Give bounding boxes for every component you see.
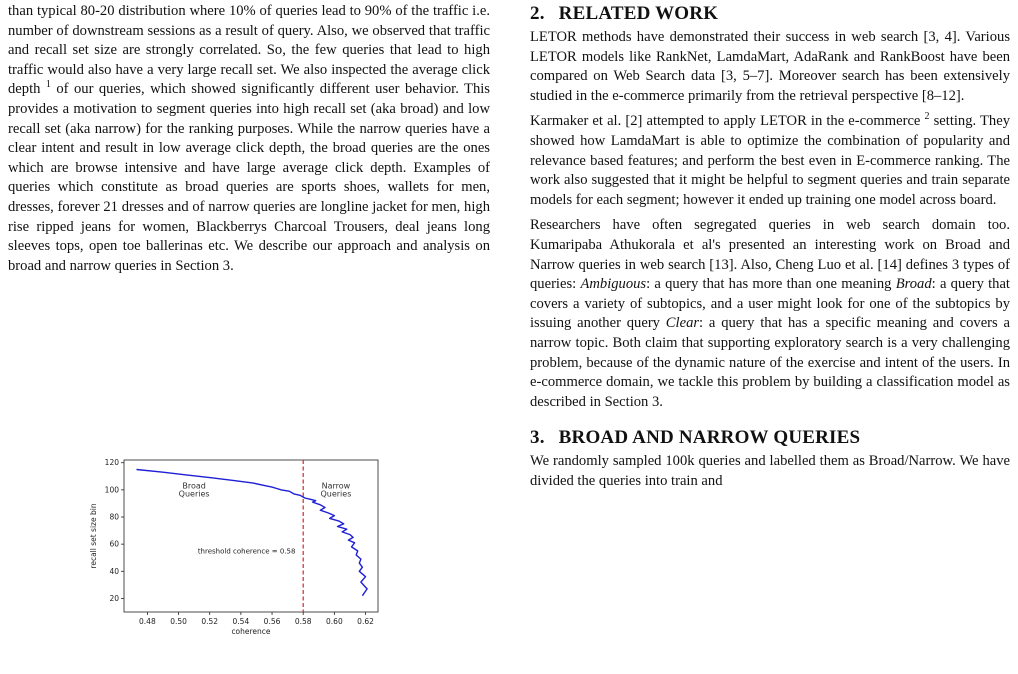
term-ambiguous: Ambiguous [580, 276, 647, 293]
coherence-recall-chart [84, 456, 404, 636]
annotation-broad: Broad [182, 481, 206, 491]
paragraph-karmaker [530, 112, 1010, 210]
paragraph-intro [8, 2, 490, 276]
y-tick-label: 20 [109, 593, 119, 603]
section-title: RELATED WORK [558, 3, 719, 24]
section-heading-related-work [530, 2, 1010, 26]
y-tick-label: 120 [104, 458, 119, 468]
paragraph-sampling: We randomly sampled 100k queries and labelled them as Broad/Narrow. We have divided the queries into train and [530, 453, 1010, 489]
x-tick-label: 0.60 [326, 617, 343, 626]
section-number: 3. [530, 427, 545, 449]
paragraph-text: : a query that has a specific meaning and covers a narrow topic. Both claim that supporting exploratory search is a very challenging problem, because of the dynamic nature of the exercise and intent of the users. In e-commerce domain, we tackle this problem by building a classification model as described in Section 3. [530, 315, 1011, 410]
paragraph-text: setting. They showed how LamdaMart is able to optimize the combination of popularity and relevance based features; and perform the best even in E-commerce ranking. The work also suggested that it might be helpful to segment queries and train separate models for each segment; however it ended up training one model across board. [530, 113, 1010, 208]
annotation-broad: Queries [178, 489, 210, 499]
y-tick-label: 40 [109, 566, 119, 576]
x-tick-label: 0.62 [357, 617, 374, 626]
section-heading-broad-narrow [530, 426, 1010, 450]
paragraph-text: : a query that has more than one meaning [646, 276, 896, 293]
term-clear: Clear [665, 315, 700, 332]
term-broad: Broad [895, 276, 932, 293]
x-axis-label: coherence [231, 627, 271, 636]
x-tick-label: 0.50 [170, 617, 187, 626]
right-column [530, 2, 1010, 497]
left-column [8, 2, 490, 280]
annotation-narrow: Narrow [321, 481, 351, 491]
paragraph-text: : a query that covers a variety of subtopics, and a user might look for one of the subtopics by issuing another query [530, 276, 1010, 332]
paragraph-text: Researchers have often segregated queries in web search domain too. Kumaripaba Athukorala et al's presented an interesting work on Broad and Narrow queries in web search [13]. Also, Cheng Luo et al. [14] defines 3 types of queries: [530, 217, 1010, 293]
x-tick-label: 0.56 [263, 617, 281, 626]
paragraph-text: than typical 80-20 distribution where 10% of queries lead to 90% of the traffic i.e. number of downstream sessions as a result of query. Also, we observed that traffic and recall set size are strongly correlated. So, the few queries that lead to high traffic would also have a very large recall set. We also inspected the average click depth [8, 3, 490, 98]
footnote-marker: 1 [45, 79, 51, 91]
annotation-narrow: Queries [320, 489, 352, 499]
footnote-marker: 2 [924, 111, 930, 123]
y-axis-label: recall set size bin [89, 503, 98, 569]
section-number: 2. [530, 3, 545, 24]
paragraph-text: of our queries, which showed significantly different user behavior. This provides a motivation to segment queries into high recall set (aka broad) and low recall set (aka narrow) for the ranking purposes. While the narrow queries have a clear intent and result in low average click depth, the broad queries are the ones which are browse intensive and have large average click depth. Examples of queries which constitute as broad queries are sports shoes, wallets for men, dresses, forever 21 dresses and of narrow queries are longline jacket for men, high rise ripped jeans for women, Blackberrys Charcoal Trousers, deal jeans long sleeves tops, open toe ballerinas etc. We describe our approach and analysis on broad and narrow queries in Section 3. [8, 81, 490, 274]
paragraph-text: Karmaker et al. [2] attempted to apply LETOR in the e-commerce [530, 113, 925, 130]
x-tick-label: 0.58 [294, 617, 312, 626]
y-tick-label: 60 [109, 539, 119, 549]
paragraph-letor: LETOR methods have demonstrated their success in web search [3, 4]. Various LETOR models like RankNet, LamdaMart, AdaRank and RankBoost have been compared on Web Search data [3, 5–7]. Moreover search has been extensively studied in the e-commerce primarily from the retrieval perspective [8–12]. [530, 29, 1010, 104]
y-tick-label: 100 [104, 485, 119, 495]
x-tick-label: 0.54 [232, 617, 250, 626]
paragraph-researchers [530, 216, 1010, 412]
x-tick-label: 0.48 [139, 617, 156, 626]
section-title: BROAD AND NARROW QUERIES [558, 427, 861, 449]
y-tick-label: 80 [109, 512, 119, 522]
annotation-threshold: threshold coherence = 0.58 [197, 547, 296, 556]
x-tick-label: 0.52 [201, 617, 219, 626]
